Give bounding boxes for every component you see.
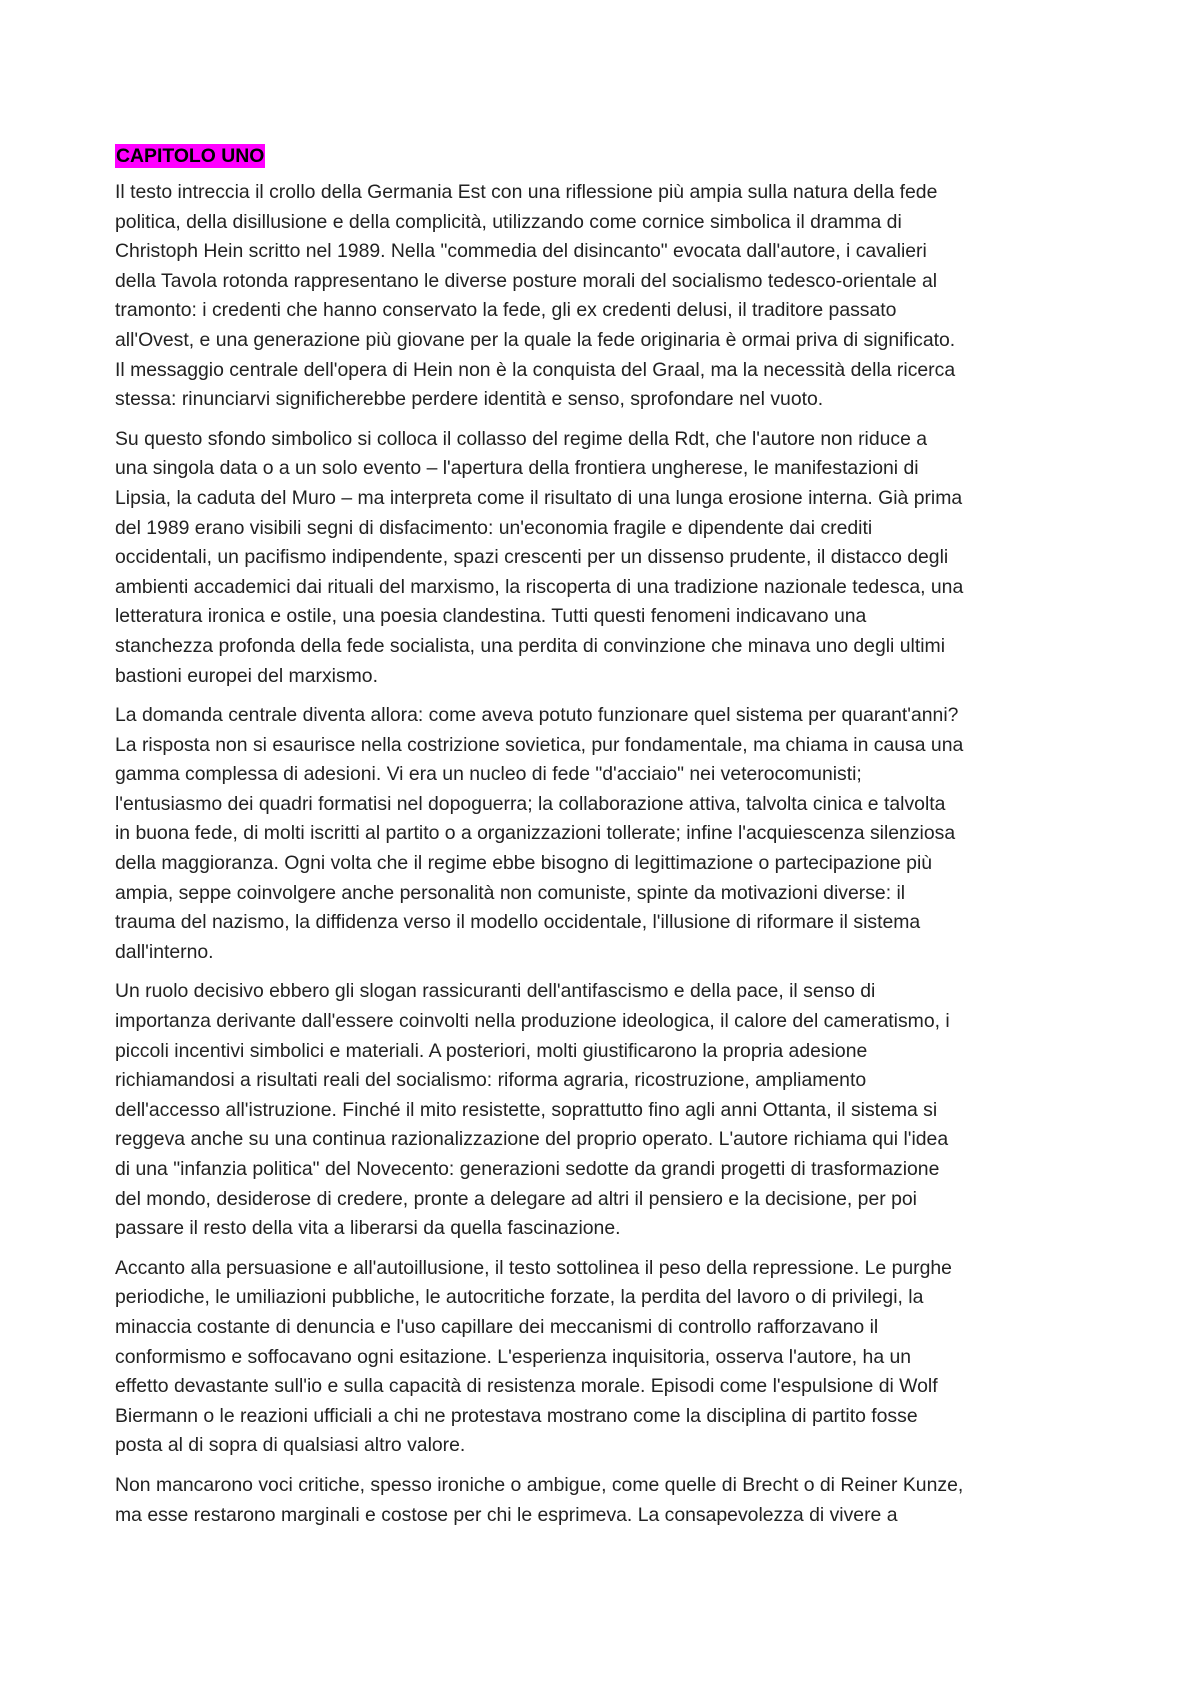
- text-line: Un ruolo decisivo ebbero gli slogan rassicuranti dell'antifascismo e della pace, il senso di: [115, 980, 876, 1003]
- text-line: trauma del nazismo, la diffidenza verso il modello occidentale, l'illusione di riformare il sistema: [115, 911, 921, 934]
- text-line: di una "infanzia politica" del Novecento: generazioni sedotte da grandi progetti di trasformazione: [115, 1158, 940, 1180]
- paragraph: [115, 178, 1100, 415]
- text-line: periodiche, le umiliazioni pubbliche, le autocritiche forzate, la perdita del lavoro o di privilegi, la: [115, 1286, 924, 1309]
- text-line: importanza derivante dall'essere coinvolti nella produzione ideologica, il calore del cameratismo, i: [115, 1010, 950, 1033]
- text-line: piccoli incentivi simbolici e materiali. A posteriori, molti giustificarono la propria adesione: [115, 1039, 868, 1062]
- text-line: ampia, seppe coinvolgere anche personalità non comuniste, spinte da motivazioni diverse: il: [115, 881, 906, 904]
- text-line: una singola data o a un solo evento – l'apertura della frontiera ungherese, le manifestazioni di: [115, 457, 919, 480]
- text-line: posta al di sopra di qualsiasi altro valore.: [115, 1434, 466, 1457]
- text-line: reggeva anche su una continua razionalizzazione del proprio operato. L'autore richiama qui l'idea: [115, 1128, 949, 1151]
- text-line: all'Ovest, e una generazione più giovane per la quale la fede originaria è ormai priva di significato.: [115, 328, 956, 351]
- text-line: della Tavola rotonda rappresentano le diverse posture morali del socialismo tedesco-orientale al: [115, 269, 938, 292]
- text-line: passare il resto della vita a liberarsi da quella fascinazione.: [115, 1217, 621, 1240]
- text-line: Su questo sfondo simbolico si colloca il collasso del regime della Rdt, che l'autore non riduce a: [115, 427, 928, 450]
- text-line: stanchezza profonda della fede socialista, una perdita di convinzione che minava uno degli ultimi: [115, 634, 946, 657]
- text-line: l'entusiasmo dei quadri formatisi nel dopoguerra; la collaborazione attiva, talvolta cinica e talvolta: [115, 792, 946, 815]
- text-line: Christoph Hein scritto nel 1989. Nella "commedia del disincanto" evocata dall'autore, i cavalieri: [115, 240, 927, 263]
- paragraph: [115, 977, 1100, 1243]
- text-line: bastioni europei del marxismo.: [115, 664, 378, 687]
- paragraph: [115, 701, 1100, 967]
- text-line: Lipsia, la caduta del Muro – ma interpreta come il risultato di una lunga erosione interna. Già prima: [115, 486, 963, 509]
- text-line: gamma complessa di adesioni. Vi era un nucleo di fede "d'acciaio" nei veterocomunisti;: [115, 763, 862, 786]
- document-body: [115, 142, 1100, 1540]
- text-line: minaccia costante di denuncia e l'uso capillare dei meccanismi di controllo rafforzavano il: [115, 1315, 879, 1338]
- paragraph: [115, 425, 1100, 691]
- text-line: Non mancarono voci critiche, spesso ironiche o ambigue, come quelle di Brecht o di Reiner Kunze,: [115, 1473, 964, 1496]
- text-line: della maggioranza. Ogni volta che il regime ebbe bisogno di legittimazione o partecipazione più: [115, 852, 933, 875]
- text-line: occidentali, un pacifismo indipendente, spazi crescenti per un dissenso prudente, il distacco degli: [115, 546, 949, 569]
- text-line: del mondo, desiderose di credere, pronte a delegare ad altri il pensiero e la decisione, per poi: [115, 1187, 917, 1210]
- text-line: Biermann o le reazioni ufficiali a chi ne protestava mostrano come la disciplina di partito fosse: [115, 1404, 918, 1427]
- text-line: dell'accesso all'istruzione. Finché il mito resistette, soprattutto fino agli anni Ottanta, il sistema si: [115, 1098, 938, 1121]
- paragraph: [115, 1471, 1100, 1530]
- text-line: stessa: rinunciarvi significherebbe perdere identità e senso, sprofondare nel vuoto.: [115, 388, 824, 411]
- text-line: conformismo e soffocavano ogni esitazione. L'esperienza inquisitoria, osserva l'autore, ha un: [115, 1345, 912, 1368]
- text-line: in buona fede, di molti iscritti al partito o a organizzazioni tollerate; infine l'acquiescenza silenziosa: [115, 822, 956, 845]
- text-line: ambienti accademici dai rituali del marxismo, la riscoperta di una tradizione nazionale tedesca, una: [115, 575, 964, 598]
- text-line: ma esse restarono marginali e costose per chi le esprimeva. La consapevolezza di vivere a: [115, 1503, 898, 1526]
- text-line: letteratura ironica e ostile, una poesia clandestina. Tutti questi fenomeni indicavano una: [115, 605, 867, 628]
- paragraph: [115, 1254, 1100, 1461]
- text-line: dall'interno.: [115, 940, 214, 963]
- text-line: effetto devastante sull'io e sulla capacità di resistenza morale. Episodi come l'espulsione di Wolf: [115, 1375, 938, 1398]
- text-line: tramonto: i credenti che hanno conservato la fede, gli ex credenti delusi, il traditore passato: [115, 299, 897, 322]
- text-line: Il messaggio centrale dell'opera di Hein non è la conquista del Graal, ma la necessità della ricerca: [115, 358, 956, 381]
- chapter-title: CAPITOLO UNO: [116, 145, 265, 167]
- text-line: richiamandosi a risultati reali del socialismo: riforma agraria, ricostruzione, ampliamento: [115, 1069, 867, 1092]
- text-line: del 1989 erano visibili segni di disfacimento: un'economia fragile e dipendente dai crediti: [115, 516, 873, 539]
- text-line: politica, della disillusione e della complicità, utilizzando come cornice simbolica il dramma di: [115, 210, 902, 233]
- text-line: Accanto alla persuasione e all'autoillusione, il testo sottolinea il peso della repressione. Le purghe: [115, 1256, 952, 1279]
- text-line: La risposta non si esaurisce nella costrizione sovietica, pur fondamentale, ma chiama in causa una: [115, 733, 964, 756]
- text-line: La domanda centrale diventa allora: come aveva potuto funzionare quel sistema per quarant'anni?: [115, 704, 959, 727]
- text-line: Il testo intreccia il crollo della Germania Est con una riflessione più ampia sulla natura della fede: [115, 181, 938, 203]
